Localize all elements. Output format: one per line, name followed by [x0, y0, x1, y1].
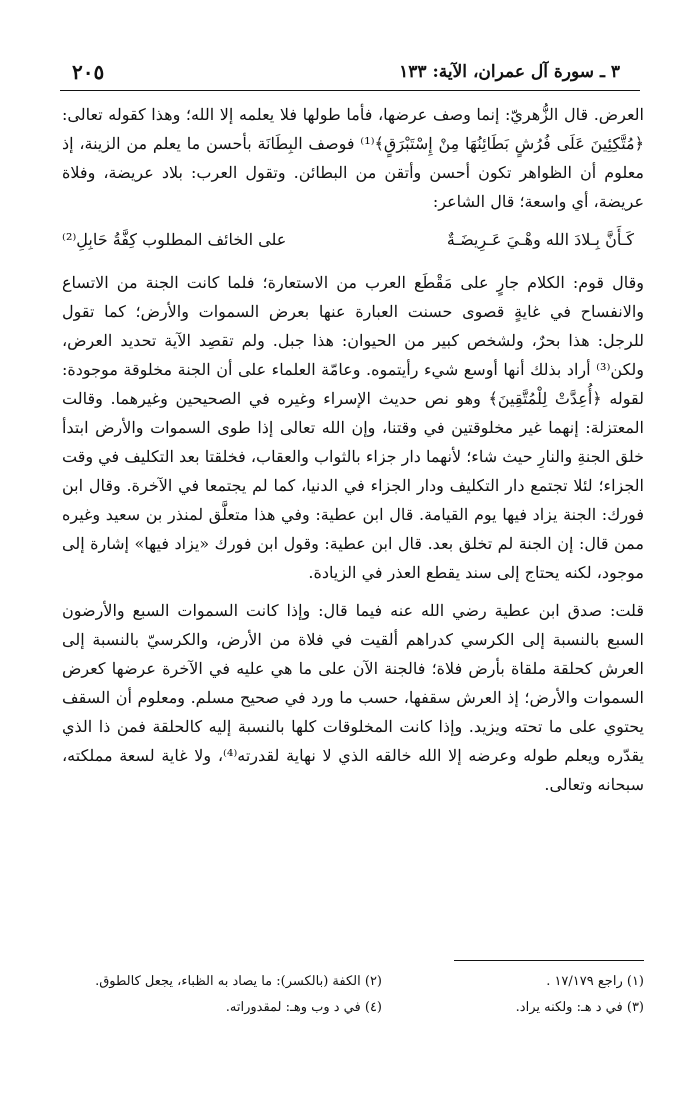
footnote-2: (٢) الكفة (بالكسر): ما يصاد به الظباء، يجعل كالطوق.	[95, 974, 382, 989]
footnote-1: (١) راجع ١٧/١٧٩ .	[546, 974, 644, 989]
verse-second-hemistich: على الخائف المطلوب كِفَّةُ حَابِلِ⁽²⁾	[62, 230, 287, 249]
footnote-3: (٣) في د هـ: ولكنه يراد.	[515, 1000, 644, 1015]
paragraph-1: العرض. قال الزُّهريّ: إنما وصف عرضها، فأما طولها فلا يعلمه إلا الله؛ وهذا كقوله تعالى: ﴿مُتَّكِئِينَ عَلَى فُرُشٍ بَطَائِنُهَا مِنْ إِسْتَبْرَقٍ﴾⁽¹⁾ فوصف البِطَانَة بأحسن ما يعلم من الزينة، إذ معلوم أن الظواهر تكون أحسن وأتقن من البطائن. وتقول العرب: بلاد عريضة، وفلاة عريضة، أي واسعة؛ قال الشاعر:	[62, 105, 644, 211]
paragraph-3: قلت: صدق ابن عطية رضي الله عنه فيما قال: وإذا كانت السموات السبع والأرضون السبع بالنسبة إلى الكرسي كدراهم ألقيت في فلاة من الأرض، والكرسيّ بالنسبة إلى العرش كحلقة ملقاة بأرض فلاة؛ فالجنة الآن على ما هي عليه في الآخرة عرضها كعرض السموات والأرض؛ إذ العرش سقفها، حسب ما ورد في صحيح مسلم. ومعلوم أن السقف يحتوي على ما تحته ويزيد. وإذا كانت المخلوقات كلها بالنسبة إليه كالحلقة فمن ذا الذي يقدّره ويعلم طوله وعرضه إلا الله خالقه الذي لا نهاية لقدرته⁽⁴⁾، ولا غاية لسعة مملكته، سبحانه وتعالى.	[62, 601, 645, 794]
page-number: ٢٠٥	[72, 60, 105, 84]
footnote-list	[62, 972, 644, 1018]
page-header	[60, 60, 640, 91]
main-text	[62, 100, 644, 799]
verse-first-hemistich: كَـأَنَّ بِـلادَ الله وهْـيَ عَـرِيضَـةٌ	[446, 230, 634, 249]
footnote-4: (٤) في د وب وهـ: لمقدوراته.	[225, 1000, 382, 1015]
running-title: ٣ ـ سورة آل عمران، الآية: ١٣٣	[399, 62, 620, 82]
poetry-verse	[62, 224, 644, 256]
paragraph-2: وقال قوم: الكلام جارٍ على مَقْطَع العرب من الاستعارة؛ فلما كانت الجنة من الاتساع والانفساح في غايةٍ قصوى حسنت العبارة عنها بعرض السموات والأرض؛ كما تقول للرجل: هذا بحرٌ، ولشخص كبير من الحيوان: هذا جبل. ولم تقصِد الآية تحديد العرض، ولكن⁽³⁾ أراد بذلك أنها أوسع شيء رأيتموه. وعامّة العلماء على أن الجنة مخلوقة موجودة: لقوله ﴿أُعِدَّتْ لِلْمُتَّقِينَ﴾ وهو نص حديث الإسراء وغيره في الصحيحين وغيرهما. وقالت المعتزلة: إنهما غير مخلوقتين في وقتنا، وإن الله تعالى إذا طوى السموات والأرض ابتدأ خلق الجنةِ والنارِ حيث شاء؛ لأنهما دار جزاء بالثواب والعقاب، فخلقتا بعد التكليف في وقت الجزاء؛ لئلا تجتمع دار التكليف ودار الجزاء في الدنيا، كما لم يجتمعا في الآخرة. وقال ابن فورك: الجنة يزاد فيها يوم القيامة. قال ابن عطية: وفي هذا متعلَّق لمنذر بن سعيد وغيره ممن قال: إن الجنة لم تخلق بعد. قال ابن عطية: وقول ابن فورك «يزاد فيها» إشارة إلى موجود، لكنه يحتاج إلى سند يقطع العذر في الزيادة.	[62, 273, 645, 582]
footnote-divider	[454, 960, 644, 961]
